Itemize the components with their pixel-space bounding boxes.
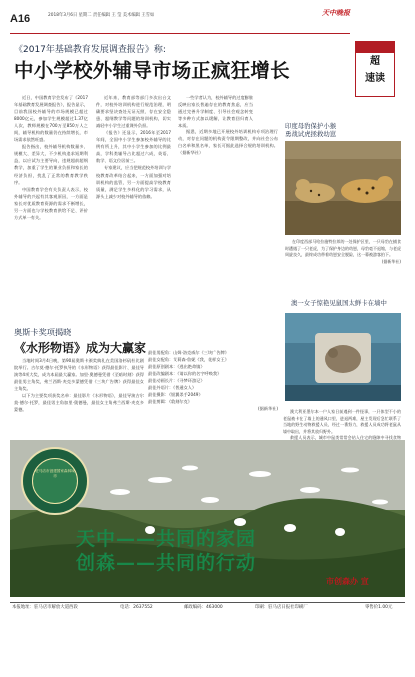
footer-rule [10, 602, 405, 603]
emblem-inner [32, 458, 78, 504]
side-news-title-1 [285, 122, 336, 138]
header-meta: 2018年3月6日 星期二 责任编辑 王 莹 美术编辑 王雪如 [48, 13, 155, 18]
section-tag-line1: 超 [370, 56, 380, 67]
award-list-item: 最佳外语片：《普通女人》 [148, 385, 197, 391]
section-tag [355, 47, 395, 97]
sub-article-column-1 [14, 357, 144, 429]
newspaper-logo: 天中晚报 [322, 8, 350, 17]
main-article-column-1 [14, 94, 88, 290]
main-paragraph: 一些学者认为，校外辅导的过度膨胀反映出家长普遍存在的教育焦虑，应当通过完善升学制度、引导社会观念转变等多种方式加以缓解，让教育回归育人本质。 [178, 95, 253, 128]
main-paragraph: 近日，中国教育学会发布了《2017年基础教育发展调查报告》，报告显示，目前我国校外辅导的市场规模已超过8000亿元，参加学生规模超过1.37亿人次，教师规模在700万至850万人之间，辅导机构的数量仍在持续增长，市场需求依然旺盛。 [14, 95, 88, 143]
side-news-text-1 [285, 239, 401, 265]
side-news-title-1-line1: 印度母豹保护小猴 [285, 122, 337, 130]
leopard-photo [285, 141, 401, 235]
side-paragraph: 救援人员表示，城市中鼠类常常会钻入住宅的缝隙中寻找食物 [290, 435, 401, 440]
award-list-item: 最佳动画长片：《寻梦环游记》 [148, 378, 205, 384]
main-paragraph: 《报告》还显示，2016年至2017年间，全国中小学生参加校外辅导的比例有所上升，其中小学生参加的比例最高，学科类辅导占比超过六成，英语、数学、语文位居前三。 [96, 130, 171, 164]
main-article-column-3 [178, 94, 253, 128]
side-source-1: (据新华社) [381, 258, 401, 264]
award-list-item: 最佳剪辑：《敦刻尔克》 [148, 399, 192, 405]
banner-slogan-2: 创森——共同的行动 [76, 552, 257, 574]
side-news-title-1-line2: 勇战试虎拯救幼崽 [285, 130, 337, 138]
emblem-text: 驻马店市创建国家森林城市 [35, 469, 75, 478]
header-rule [10, 33, 350, 34]
sub-kicker: 奥斯卡奖项揭晓 [14, 327, 72, 337]
banner-slogan-1: 天中——共同的家园 [76, 528, 257, 550]
forest-city-banner [10, 440, 405, 597]
wall-photo [285, 313, 401, 401]
main-kicker: 《2017年基础教育发展调查报告》称: [14, 45, 166, 55]
footer-print: 印刷：驻马店日报社印刷厂 [255, 605, 308, 610]
award-list-item: 最佳原创剧本：《逃出绝命镇》 [148, 364, 205, 370]
sub-headline: 《水形物语》成为大赢家 [14, 341, 147, 355]
side-news-column [283, 122, 403, 397]
award-list-item: 最佳男配角：山姆·洛克威尔《三块广告牌》 [148, 350, 229, 355]
section-tag-line2: 速读 [365, 73, 385, 84]
footer-address: 本报地址：驻马店市解放大道西段 [12, 605, 78, 610]
banner-credit: 市创森办 宣 [326, 577, 369, 586]
side-paragraph: 在印度西部马哈拉施特拉邦的一处保护区里，一只母豹在捕食时遭遇了一只老虎，为了保护身边的幼崽，母豹毫不退缩，与老虎周旋良久，最终成功带着幼崽安全脱险，这一幕被游客拍下。 [285, 239, 401, 257]
sub-source: (据新华社) [257, 406, 278, 412]
main-paragraph: 专家建议，应当把规范校外培训与学校教育改革结合起来，一方面加强对培训机构的监管，另一方面提高学校教育质量，满足学生多样化的学习需求，从源头上减少对校外辅导的依赖。 [96, 165, 171, 199]
sub-paragraph: 当地时间3月4日晚，第90届奥斯卡颁奖典礼在美国洛杉矶杜比剧院举行。吉尔莫·德尔·托罗执导的《水形物语》获得最佳影片、最佳导演等4项大奖，成为本届最大赢家。加里·奥德曼凭借《至暗时刻》获得最佳男主角奖，弗兰西斯·麦克多蒙德凭借《三块广告牌》获得最佳女主角奖。 [14, 358, 144, 392]
footer-price: 零售价1.00元 [365, 605, 393, 610]
footer-phone: 电话：2637552 [120, 605, 153, 610]
main-paragraph: 报告指出，校外辅导机构数量多、规模大、差异大，不少机构追求短期利益，以应试为主要导向，违规超前超纲教学，加重了学生的课业负担和家长的经济负担，扰乱了正常的教育教学秩序。 [14, 144, 88, 185]
main-paragraph: 据悉，近期多地已开展校外培训机构专项治理行动，对存在问题的机构责令限期整改，并向社会公布白名单和黑名单，家长可据此选择合规的培训机构。（据新华社） [178, 129, 278, 156]
side-news-title-2: 澳一女子惊艳见鼠国太鲜卡在墙中 [291, 299, 387, 307]
sub-paragraph: 以下为主要奖项获奖名单：最佳影片《水形物语》，最佳导演吉尔莫·德尔·托罗，最佳男主角加里·奥德曼，最佳女主角弗兰西斯·麦克多蒙德。 [14, 393, 144, 413]
main-article-column-2 [96, 94, 171, 290]
award-list-item: 最佳摄影：《银翼杀手2049》 [148, 392, 203, 398]
award-list-item: 最佳改编剧本：《请以你的名字呼唤我》 [148, 371, 222, 377]
page-number: A16 [10, 13, 31, 25]
forest-city-emblem [21, 447, 89, 515]
side-paragraph: 澳大利亚墨尔本一户人家日前遇到一件怪事，一只体型不小的老鼠被卡在了墙上的通风口里，进退两难，屋主发现后急忙联系了当地的野生动物救援人员，经过一番努力，救援人员成功将老鼠从墙中取出，并将其放归野外。 [283, 409, 401, 434]
main-headline: 中小学校外辅导市场正疯狂增长 [14, 59, 290, 82]
footer-postcode: 邮政编码：463000 [184, 605, 223, 610]
award-list-item: 最佳女配角：艾莉森·詹妮《我，花样女王》 [148, 357, 229, 363]
main-paragraph: 中国教育学会有关负责人表示，校外辅导的兴起有其客观原因，一方面是家长对优质教育资源的需求不断增长，另一方面也与学校教育供给不足、评价方式单一有关。 [14, 186, 88, 220]
footer [12, 604, 405, 614]
main-paragraph: 近年来，教育部等部门多次出台文件，对校外培训机构进行规范治理，明确要求坚决查处无证无照、存在安全隐患、超纲教学等问题的培训机构，切实减轻中小学生过重课外负担。 [96, 95, 171, 129]
sub-article-column-2 [148, 349, 278, 429]
main-article-column-4 [178, 128, 278, 316]
